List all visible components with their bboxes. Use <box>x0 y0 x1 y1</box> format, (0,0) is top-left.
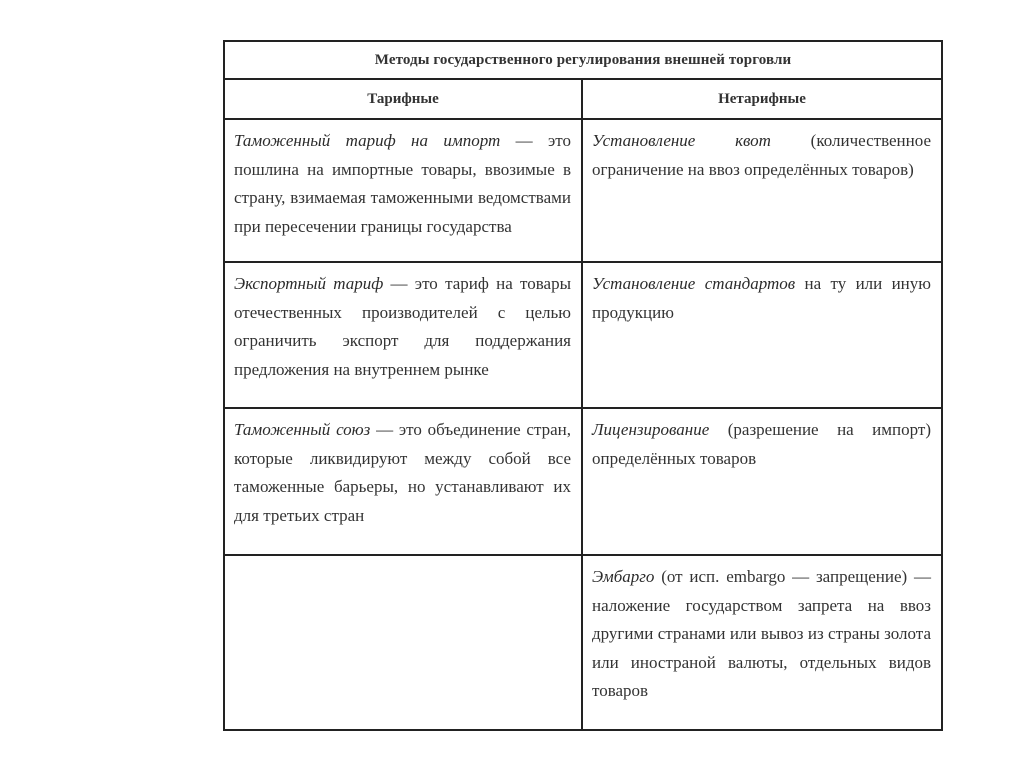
nontariff-cell <box>582 555 942 730</box>
table-title-row <box>224 41 942 79</box>
tariff-cell <box>224 119 582 262</box>
table-row <box>224 408 942 555</box>
table-row <box>224 119 942 262</box>
definition: — это тариф на товары отечественных производителей с целью ограничить экспорт для поддержания предложения на внутреннем рынке <box>234 274 571 379</box>
definition: (разрешение на импорт) определённых товаров <box>592 420 931 468</box>
table-title: Методы государственного регулирования внешней торговли <box>224 41 942 79</box>
term: Таможенный тариф на импорт <box>234 131 501 150</box>
tariff-cell-empty <box>224 555 582 730</box>
term: Эмбарго <box>592 567 655 586</box>
definition: — это объединение стран, которые ликвидируют между собой все таможенные барьеры, но устанавливают их для третьих стран <box>234 420 571 525</box>
table-row <box>224 555 942 730</box>
nontariff-cell <box>582 408 942 555</box>
definition: (от исп. embargo — запрещение) — наложение государством запрета на ввоз другими странами или вывоз из страны золота или иностраной валюты, отдельных видов товаров <box>592 567 931 700</box>
tariff-cell <box>224 408 582 555</box>
column-header-tariff: Тарифные <box>224 79 582 119</box>
term: Лицензирование <box>592 420 710 439</box>
definition: (количественное ограничение на ввоз определённых товаров) <box>592 131 931 179</box>
term: Установление квот <box>592 131 771 150</box>
column-header-nontariff: Нетарифные <box>582 79 942 119</box>
term: Установление стандартов <box>592 274 796 293</box>
definition: — это пошлина на импортные товары, ввозимые в страну, взимаемая таможенными ведомствами при пересечении границы государства <box>234 131 571 236</box>
definition: на ту или иную продукцию <box>592 274 931 322</box>
trade-regulation-table <box>223 40 943 731</box>
term: Экспортный тариф <box>234 274 384 293</box>
tariff-cell <box>224 262 582 408</box>
nontariff-cell <box>582 119 942 262</box>
nontariff-cell <box>582 262 942 408</box>
table-row <box>224 262 942 408</box>
table-header-row <box>224 79 942 119</box>
term: Таможенный союз <box>234 420 371 439</box>
